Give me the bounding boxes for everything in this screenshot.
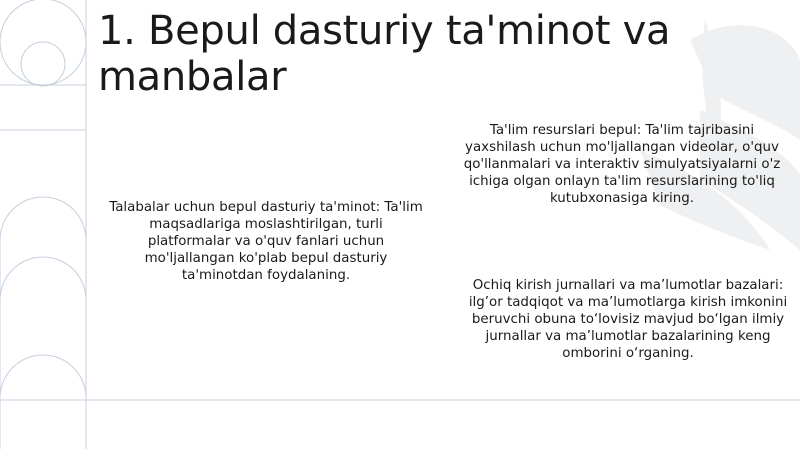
slide-title: 1. Bepul dasturiy ta'minot va manbalar [98,8,671,100]
text-block-open-journals: Ochiq kirish jurnallari va ma’lumotlar bazalari: ilg’or tadqiqot va ma’lumotlarga kirish imkonini beruvchi obuna to‘lovisiz mavjud bo‘lgan ilmiy jurnallar va ma’lumotlar bazalarining keng omborini o‘rganing. [468,278,788,361]
text-block-students-software: Talabalar uchun bepul dasturiy ta'minot: Ta'lim maqsadlariga moslashtirilgan, turli platformalar va o'quv fanlari uchun mo'ljallangan ko'plab bepul dasturiy ta'minotdan foydalaning. [109,200,423,283]
text-block-education-resources: Ta'lim resurslari bepul: Ta'lim tajribasini yaxshilash uchun mo'ljallangan videolar, o'quv qo'llanmalari va interaktiv simulyatsiyalarni o'z ichiga olgan onlayn ta'lim resurslarining to'liq kutubxonasiga kiring. [463,123,781,206]
